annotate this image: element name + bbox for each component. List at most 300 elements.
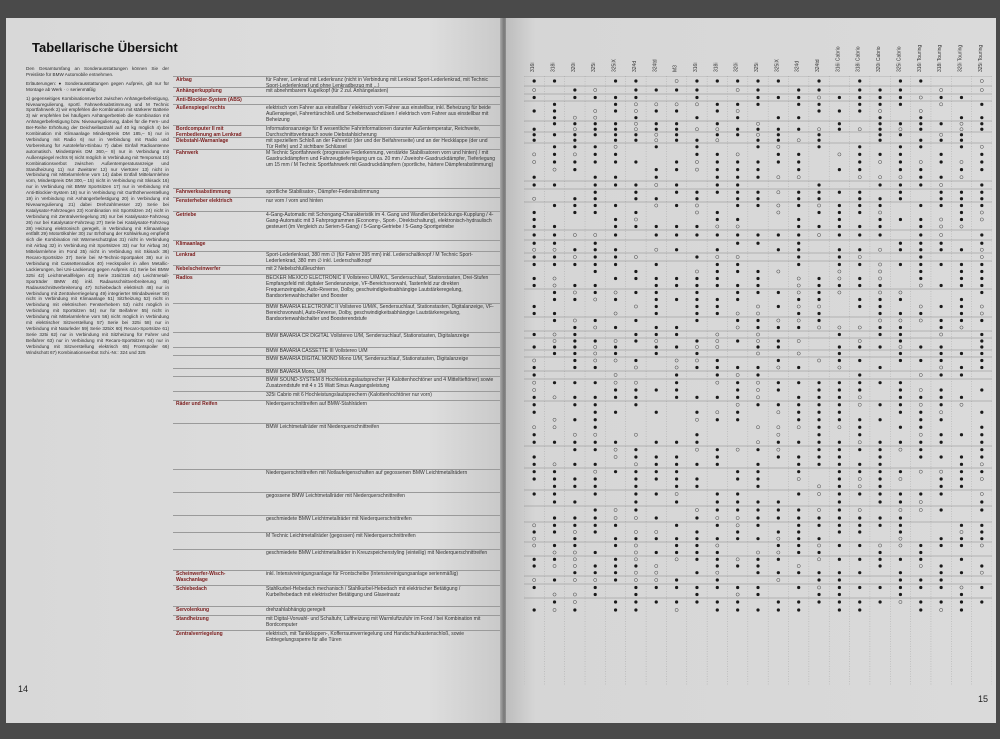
option-dot-filled [675,109,678,112]
option-dot-filled [858,426,861,429]
option-dot-filled [838,463,841,466]
option-dot-standard [858,128,861,131]
option-dot-filled [858,544,861,547]
option-dot-standard [797,319,800,322]
option-dot-standard [777,448,780,451]
row-category: Standheizung [176,616,209,622]
option-dot-filled [614,248,617,251]
page-number-right: 15 [978,694,989,704]
option-dot-filled [817,537,820,540]
option-dot-filled [756,160,759,163]
option-dot-filled [655,388,658,391]
option-dot-filled [716,233,719,236]
option-dot-filled [919,116,922,119]
option-dot-filled [777,359,780,362]
option-dot-filled [858,448,861,451]
option-dot-filled [614,470,617,473]
option-dot-filled [553,183,556,186]
option-dot-filled [634,455,637,458]
option-dot-standard [716,128,719,131]
option-dot-filled [960,305,963,308]
option-dot-filled [675,233,678,236]
option-dot-filled [614,96,617,99]
option-dot-filled [756,270,759,273]
table-row [173,125,501,137]
option-dot-standard [553,551,556,554]
option-dot-filled [716,284,719,287]
option-dot-standard [980,211,983,214]
option-dot-standard [594,578,597,581]
option-dot-filled [919,218,922,221]
option-dot-standard [695,418,698,421]
option-dot-filled [940,122,943,125]
option-dot-filled [980,270,983,273]
option-dot-filled [716,211,719,214]
row-description: für Fahrer, Lenkrad mit Lederkranz (nicht in Verbindung mit Lenkrad Sport-Lederlenkrad, mit Technic Sport-Lederlenkrad und ohne Lenkradbezug mit ...) [266,77,488,87]
option-dot-filled [899,183,902,186]
row-description: BMW BAVARIA CR DIGITAL Vollstereo U/M, Sendersuchlauf, Stationstasten, Digitalanzeige [266,333,470,339]
option-dot-filled [614,411,617,414]
option-dot-filled [573,463,576,466]
option-dot-standard [634,530,637,533]
option-dot-filled [634,508,637,511]
option-dot-filled [716,248,719,251]
option-dot-filled [675,537,678,540]
option-dot-filled [858,263,861,266]
option-dot-filled [777,608,780,611]
option-dot-standard [655,204,658,207]
option-dot-filled [614,396,617,399]
option-dot-filled [736,103,739,106]
option-dot-filled [716,551,719,554]
option-dot-filled [817,524,820,527]
row-description: mit abnehmbarem Kugelkopf (für 2 zul. Anhängelasten) [266,88,389,94]
option-dot-standard [736,524,739,527]
option-dot-filled [858,373,861,376]
option-dot-filled [736,477,739,480]
option-dot-filled [675,500,678,503]
option-dot-filled [655,345,658,348]
option-dot-standard [878,277,881,280]
option-dot-filled [940,388,943,391]
option-dot-filled [614,255,617,258]
option-dot-standard [838,153,841,156]
option-dot-filled [858,211,861,214]
option-dot-filled [573,441,576,444]
option-dot-filled [695,197,698,200]
option-dot-standard [858,255,861,258]
option-dot-filled [736,233,739,236]
option-dot-filled [980,600,983,603]
option-dot-filled [675,122,678,125]
option-dot-filled [634,593,637,596]
option-dot-standard [614,455,617,458]
option-dot-filled [756,96,759,99]
option-dot-standard [980,145,983,148]
option-dot-filled [614,388,617,391]
option-dot-filled [777,600,780,603]
option-dot-filled [614,326,617,329]
option-dot-filled [817,593,820,596]
option-dot-standard [553,396,556,399]
option-dot-filled [634,396,637,399]
model-column-header: M3 [672,65,679,72]
option-dot-filled [553,103,556,106]
option-dot-filled [817,109,820,112]
option-dot-filled [553,291,556,294]
option-dot-filled [899,88,902,91]
option-dot-standard [838,366,841,369]
option-dot-filled [878,284,881,287]
option-dot-filled [858,530,861,533]
option-dot-standard [553,277,556,280]
option-dot-filled [919,558,922,561]
option-dot-filled [716,564,719,567]
option-dot-filled [817,463,820,466]
option-dot-filled [838,191,841,194]
option-dot-filled [960,571,963,574]
option-dot-filled [695,441,698,444]
option-dot-filled [858,88,861,91]
option-dot-filled [756,586,759,589]
model-column-header: 324d [631,60,638,72]
option-dot-filled [878,218,881,221]
option-dot-standard [716,411,719,414]
option-dot-standard [817,558,820,561]
option-dot-standard [756,551,759,554]
option-dot-standard [695,128,698,131]
option-dot-filled [980,339,983,342]
option-dot-filled [817,578,820,581]
option-dot-filled [695,396,698,399]
option-dot-filled [634,485,637,488]
option-dot-filled [736,470,739,473]
option-dot-filled [553,122,556,125]
option-dot-filled [594,211,597,214]
option-dot-standard [980,248,983,251]
option-dot-filled [736,319,739,322]
option-dot-filled [899,359,902,362]
option-dot-filled [655,168,658,171]
option-dot-filled [614,571,617,574]
table-row [173,400,501,423]
model-column-header: 316i [530,62,537,72]
option-dot-filled [980,455,983,458]
option-dot-standard [614,381,617,384]
option-dot-standard [634,122,637,125]
option-dot-filled [573,345,576,348]
option-dot-standard [940,333,943,336]
option-dot-filled [899,516,902,519]
option-dot-filled [736,418,739,421]
option-dot-filled [777,116,780,119]
option-dot-filled [553,492,556,495]
option-dot-standard [695,103,698,106]
option-dot-standard [634,218,637,221]
option-dot-filled [553,530,556,533]
option-dot-filled [675,470,678,473]
option-dot-filled [553,558,556,561]
option-dot-filled [634,339,637,342]
option-dot-standard [594,233,597,236]
option-dot-filled [878,418,881,421]
table-row [173,211,501,240]
option-dot-filled [736,586,739,589]
model-column-header: 324td [815,59,822,72]
option-dot-filled [634,537,637,540]
option-dot-filled [858,168,861,171]
option-dot-filled [940,564,943,567]
row-description: gegossene BMW Leichtmetallräder mit Niederquerschnittreifen [266,493,405,499]
row-description: BMW BAVARIA CASSETTE III Vollstereo U/M [266,348,368,354]
option-dot-standard [899,345,902,348]
option-dot-filled [594,448,597,451]
table-row [173,391,501,400]
option-dot-filled [899,168,902,171]
option-dot-standard [594,470,597,473]
option-dot-filled [878,485,881,488]
row-category: Klimaanlage [176,241,206,247]
option-dot-filled [817,396,820,399]
option-dot-standard [960,403,963,406]
option-dot-filled [675,441,678,444]
option-dot-filled [817,403,820,406]
option-dot-filled [878,197,881,200]
option-dot-filled [655,312,658,315]
option-dot-standard [858,441,861,444]
row-description: Sport-Lederlenkrad, 380 mm ∅ (für Fahrer 395 mm) inkl. Lederschaltknopf / M Technic Sport-Lederlenkrad, 380 mm ∅ inkl. Lederschaltknopf [266,252,473,264]
option-dot-filled [878,470,881,473]
option-dot-filled [553,441,556,444]
option-dot-filled [594,492,597,495]
option-dot-filled [919,492,922,495]
option-dot-standard [533,248,536,251]
option-dot-filled [817,277,820,280]
option-dot-filled [614,298,617,301]
option-dot-standard [777,319,780,322]
option-dot-filled [777,544,780,547]
option-dot-standard [878,544,881,547]
option-dot-standard [573,153,576,156]
option-dot-standard [797,284,800,287]
option-dot-filled [777,455,780,458]
option-dot-filled [777,388,780,391]
option-dot-filled [980,128,983,131]
option-dot-filled [655,455,658,458]
option-dot-filled [614,233,617,236]
option-dot-filled [960,312,963,315]
option-dot-filled [695,571,698,574]
option-dot-filled [533,96,536,99]
option-dot-filled [695,298,698,301]
option-dot-filled [878,524,881,527]
option-dot-filled [675,551,678,554]
option-dot-standard [940,103,943,106]
option-dot-filled [756,508,759,511]
option-dot-filled [960,133,963,136]
option-dot-filled [594,133,597,136]
option-dot-standard [573,233,576,236]
option-dot-standard [980,312,983,315]
option-dot-filled [817,411,820,414]
option-dot-standard [919,500,922,503]
option-dot-filled [594,508,597,511]
option-dot-filled [899,160,902,163]
option-dot-standard [899,477,902,480]
option-dot-filled [553,352,556,355]
option-dot-filled [675,485,678,488]
option-dot-filled [614,139,617,142]
option-dot-standard [614,508,617,511]
option-dot-filled [655,284,658,287]
row-category: Airbag [176,77,192,83]
option-dot-standard [655,571,658,574]
table-row [173,274,501,303]
row-description: BMW SOUND-SYSTEM 8 Hochleistungslautsprecher (4 Kalottenhochtöner und 4 Mitteltieftöner) sowie Zusatzendstufe mit 4 x 15 Watt Sinus Ausgangsleistung [266,377,494,389]
option-dot-filled [675,248,678,251]
option-dot-filled [980,448,983,451]
row-description: BECKER MEXICO ELECTRONIC II Vollstereo U/M/K/L, Sendersuchlauf, Stationstasten, Drei-Stufen Empfangsfeld mit digitaler Senderanzeige, VF-Bereichsvorwahl, Tastenfeld zur direkten Frequenzeingabe, Auto-Reverse, Dolby, geschwindigkeitsabhängige Lautstärkeregelung, Bandsortenwahlschalter und Booster [266,275,489,299]
option-dot-filled [980,470,983,473]
option-dot-filled [919,544,922,547]
option-dot-filled [655,537,658,540]
option-dot-filled [756,168,759,171]
option-dot-filled [817,319,820,322]
option-dot-standard [594,352,597,355]
option-dot-filled [899,470,902,473]
option-dot-filled [655,516,658,519]
option-dot-filled [594,176,597,179]
option-dot-filled [675,326,678,329]
option-dot-standard [980,477,983,480]
option-dot-filled [777,345,780,348]
option-dot-filled [980,333,983,336]
option-dot-filled [573,403,576,406]
row-description: Informationsanzeige für 8 wesentliche Fahrinformationen darunter Außentemperatur, Reichweite, Durchschnittsverbrauch sowie Diebstahlsicherung [266,126,481,137]
option-dot-filled [736,242,739,245]
option-dot-filled [614,133,617,136]
option-dot-filled [655,233,658,236]
option-dot-filled [919,242,922,245]
option-dot-filled [594,242,597,245]
option-dot-filled [797,492,800,495]
option-dot-standard [533,537,536,540]
option-dot-standard [634,128,637,131]
option-dot-standard [899,448,902,451]
row-category: Lenkrad [176,252,196,258]
option-dot-standard [980,492,983,495]
option-dot-filled [756,516,759,519]
option-dot-standard [594,109,597,112]
option-dot-filled [878,204,881,207]
option-dot-filled [797,366,800,369]
option-dot-filled [736,291,739,294]
option-dot-filled [878,128,881,131]
option-dot-filled [695,516,698,519]
option-dot-filled [838,586,841,589]
option-dot-filled [960,145,963,148]
option-dot-filled [777,248,780,251]
option-dot-filled [838,558,841,561]
option-dot-filled [553,600,556,603]
option-dot-filled [960,537,963,540]
option-dot-standard [614,312,617,315]
page-number-left: 14 [18,684,29,694]
option-dot-filled [899,578,902,581]
option-dot-standard [594,116,597,119]
option-dot-filled [573,333,576,336]
option-dot-filled [838,524,841,527]
option-dot-filled [716,277,719,280]
option-dot-filled [838,441,841,444]
option-dot-filled [960,204,963,207]
option-dot-standard [777,411,780,414]
option-dot-filled [919,345,922,348]
option-dot-filled [573,396,576,399]
option-dot-standard [675,359,678,362]
option-dot-filled [614,225,617,228]
option-dot-filled [573,359,576,362]
option-dot-standard [634,551,637,554]
option-dot-standard [736,516,739,519]
option-dot-standard [614,339,617,342]
option-dot-filled [797,263,800,266]
spec-table [173,76,501,647]
option-dot-filled [797,255,800,258]
option-dot-standard [634,516,637,519]
option-dot-standard [777,426,780,429]
option-dot-filled [838,578,841,581]
option-dot-filled [553,160,556,163]
option-dot-filled [634,160,637,163]
option-dot-filled [695,145,698,148]
option-dot-filled [756,477,759,480]
option-dot-filled [756,319,759,322]
option-dot-standard [756,333,759,336]
option-dot-filled [695,544,698,547]
option-dot-filled [878,448,881,451]
option-dot-filled [695,312,698,315]
option-dot-filled [695,277,698,280]
option-dot-filled [980,263,983,266]
option-dot-filled [756,284,759,287]
option-dot-filled [716,79,719,82]
option-dot-standard [817,233,820,236]
option-dot-filled [878,586,881,589]
option-dot-standard [533,426,536,429]
row-description: mit Digital-Vorwahl- und Schaltuhr, Luftheizung mit Warmluftzufuhr im Fond / bei Kombination mit Bordcomputer [266,616,481,628]
option-dot-standard [573,255,576,258]
option-dot-filled [594,586,597,589]
option-dot-standard [716,345,719,348]
option-dot-filled [817,298,820,301]
option-dot-standard [878,109,881,112]
option-dot-filled [594,411,597,414]
option-dot-filled [594,418,597,421]
option-dot-filled [716,133,719,136]
option-dot-filled [655,305,658,308]
option-dot-standard [736,255,739,258]
option-dot-filled [899,298,902,301]
option-dot-filled [675,183,678,186]
option-dot-filled [614,441,617,444]
option-dot-standard [675,608,678,611]
option-dot-filled [777,153,780,156]
option-dot-filled [960,319,963,322]
row-category: Schiebedach [176,586,207,592]
option-dot-filled [655,352,658,355]
option-dot-standard [614,145,617,148]
